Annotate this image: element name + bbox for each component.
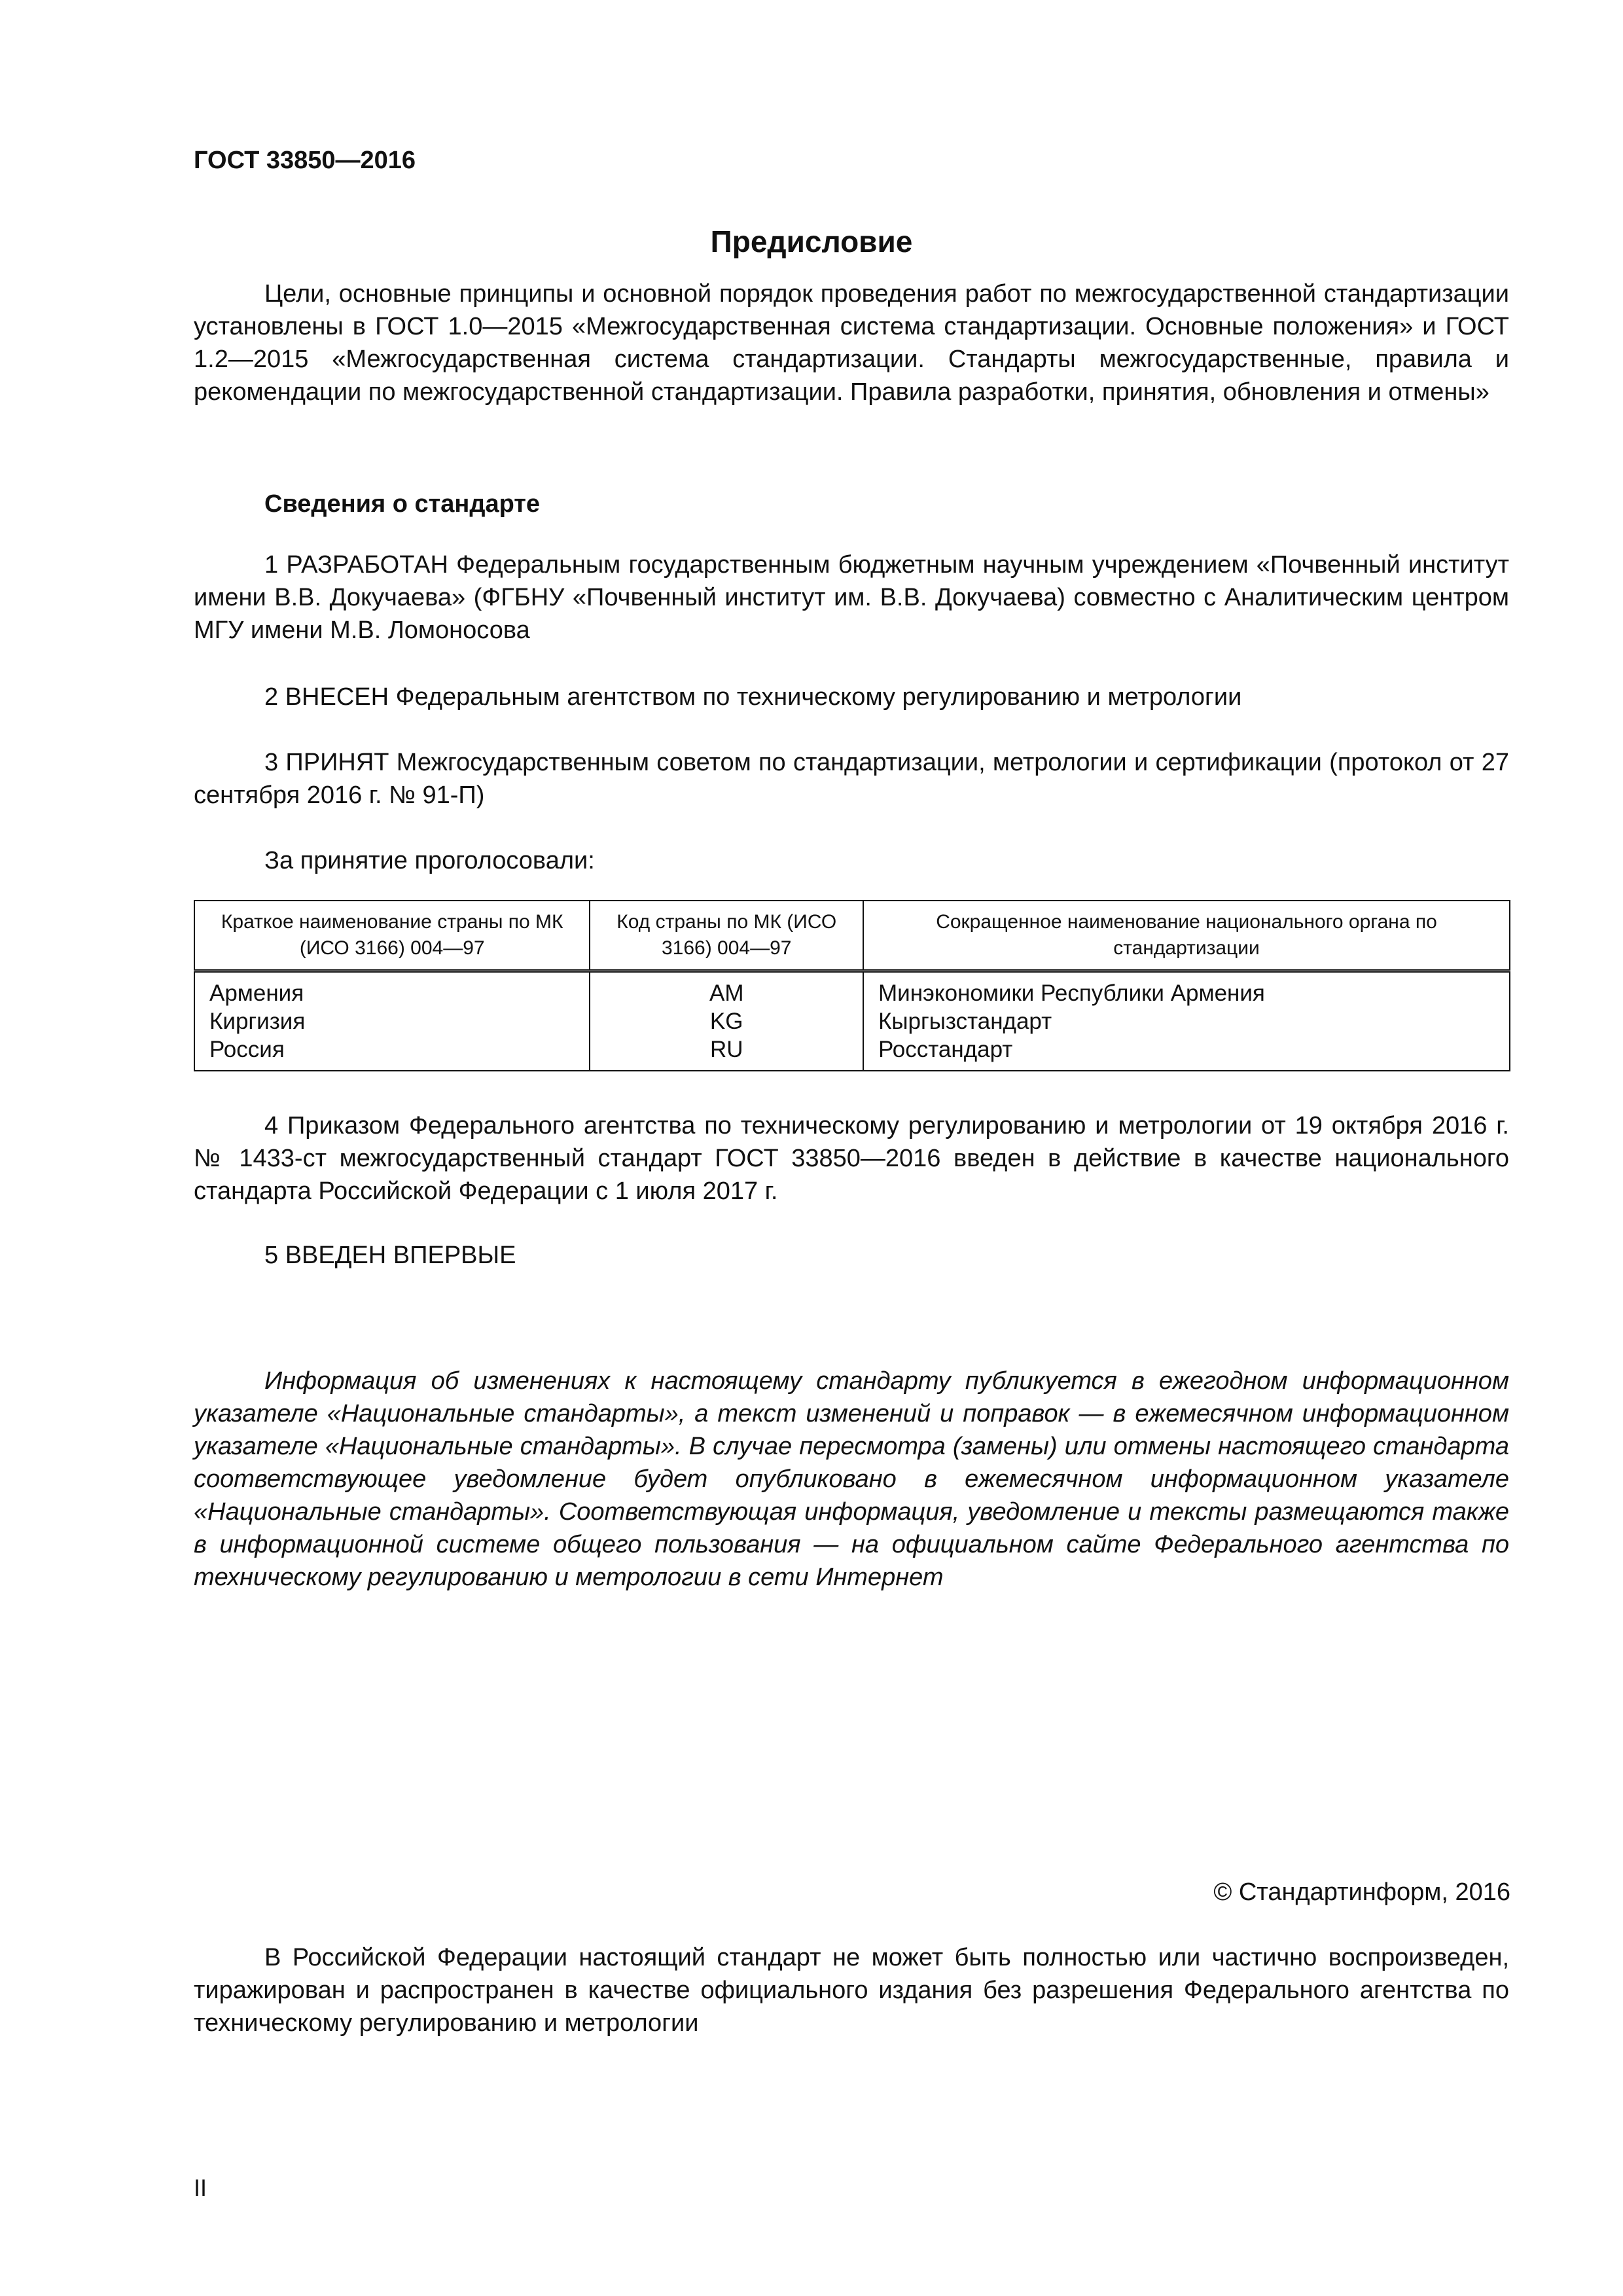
body-cell: Росстандарт [863,1035,1510,1071]
body-cell: Минэкономики Республики Армения [863,971,1510,1008]
about-item-1: 1 РАЗРАБОТАН Федеральным государственным бюджетным научным учреждением «Почвенный институт имени В.В. Докучаева» (ФГБНУ «Почвенный институт им. В.В. Докучаева) совместно с Аналитическим центром МГУ имени М.В. Ломоносова [194,551,1509,644]
about-standard-heading: Сведения о стандарте [264,490,541,518]
column-header-country: Краткое наименование страны по МК (ИСО 3166) 004—97 [194,901,590,971]
page-number: II [194,2174,207,2201]
code-cell: RU [590,1035,863,1071]
copyright: © Стандартинформ, 2016 [1213,1878,1510,1906]
voting-table [194,900,1510,1071]
column-header-body: Сокращенное наименование национального органа по стандартизации [863,901,1510,971]
table-row [194,1007,1510,1035]
column-header-code: Код страны по МК (ИСО 3166) 004—97 [590,901,863,971]
about-item-3: 3 ПРИНЯТ Межгосударственным советом по стандартизации, метрологии и сертификации (протокол от 27 сентября 2016 г. № 91-П) [194,749,1509,809]
about-item-5: 5 ВВЕДЕН ВПЕРВЫЕ [264,1242,516,1269]
document-number: ГОСТ 33850—2016 [194,147,416,174]
code-cell: AM [590,971,863,1008]
about-item-2: 2 ВНЕСЕН Федеральным агентством по техническому регулированию и метрологии [264,683,1242,711]
foreword-intro: Цели, основные принципы и основной порядок проведения работ по межгосударственной стандартизации установлены в ГОСТ 1.0—2015 «Межгосударственная система стандартизации. Основные положения» и ГОСТ 1.2—2015 «Межгосударственная система стандартизации. Стандарты межгосударственные, правила и рекомендации по межгосударственной стандартизации. Правила разработки, принятия, обновления и отмены» [194,280,1509,406]
body-cell: Кыргызстандарт [863,1007,1510,1035]
country-cell: Киргизия [194,1007,590,1035]
country-cell: Армения [194,971,590,1008]
table-row [194,971,1510,1008]
table-row [194,1035,1510,1071]
page-title: Предисловие [710,224,913,259]
about-item-4: 4 Приказом Федерального агентства по техническому регулированию и метрологии от 19 октября 2016 г. № 1433-ст межгосударственный стандарт ГОСТ 33850—2016 введен в действие в качестве национального стандарта Российской Федерации с 1 июля 2017 г. [194,1112,1509,1205]
code-cell: KG [590,1007,863,1035]
voted-label: За принятие проголосовали: [264,847,595,874]
table-header-row [194,901,1510,971]
changes-notice: Информация об изменениях к настоящему стандарту публикуется в ежегодном информационном указателе «Национальные стандарты», а текст изменений и поправок — в ежемесячном информационном указателе «Национальные стандарты». В случае пересмотра (замены) или отмены настоящего стандарта соответствующее уведомление будет опубликовано в ежемесячном информационном указателе «Национальные стандарты». Соответствующая информация, уведомление и тексты размещаются также в информационной системе общего пользования — на официальном сайте Федерального агентства по техническому регулированию и метрологии в сети Интернет [194,1367,1509,1591]
country-cell: Россия [194,1035,590,1071]
rights-notice: В Российской Федерации настоящий стандарт не может быть полностью или частично воспроизведен, тиражирован и распространен в качестве официального издания без разрешения Федерального агентства по техническому регулированию и метрологии [194,1944,1509,2037]
